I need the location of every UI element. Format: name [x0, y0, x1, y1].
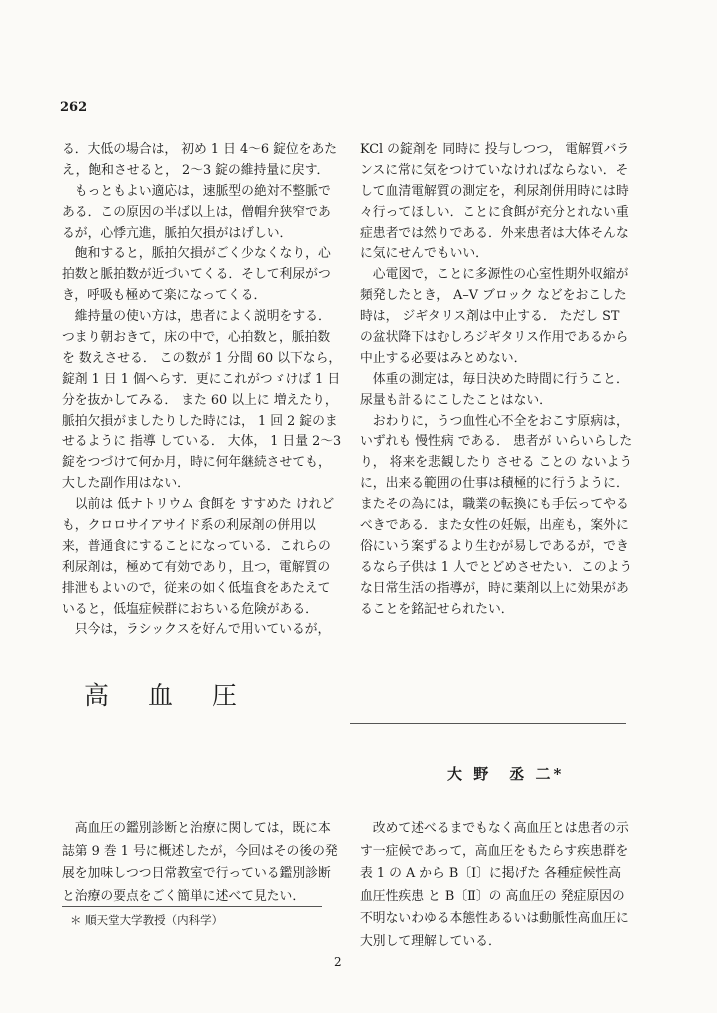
text-line: 心電図で，ことに多源性の心室性期外収縮が	[360, 267, 629, 283]
text-line: 錠をつづけて何か月，時に何年継続させても，	[62, 455, 331, 471]
text-line: 分を抜かしてみる． また 60 以上に 増えたり，	[62, 392, 338, 408]
text-line: いると，低塩症候群におちいる危険がある．	[62, 601, 318, 617]
right-text-column	[360, 140, 633, 620]
text-line: 不明ないわゆる本態性あるいは動脈性高血圧に	[360, 911, 629, 926]
author-name: 大 野 丞 二*	[447, 765, 565, 783]
text-line: 排泄もよいので，従来の如く低塩食をあたえて	[62, 580, 331, 596]
text-line: つまり朝おきて，床の中で，心拍数と，脈拍数	[62, 330, 331, 346]
text-line: ンスに常に気をつけていなければならない．そ	[360, 162, 629, 178]
text-line: 頻発したとき， A–V ブロック などをおこした	[360, 288, 627, 304]
text-line: るが，心悸亢進，脈拍欠損がはげしい．	[62, 225, 293, 241]
text-line: またその為には，職業の転換にも手伝ってやる	[360, 497, 629, 513]
text-line: 脈拍欠損がましたりした時には， 1 回 2 錠のま	[62, 413, 338, 429]
text-line: に気にせんでもいい．	[360, 246, 488, 262]
page-number-top: 262	[60, 100, 88, 115]
text-line: 錠剤 1 日 1 個へらす．更にこれがつゞけば 1 日	[62, 371, 341, 387]
text-line: 拍数と脈拍数が近づいてくる．そして利尿がつ	[62, 267, 331, 283]
text-line: り， 将来を悲観したり させる ことの ないよう	[360, 455, 633, 471]
text-line: ある．この原因の半ば以上は，僧帽弁狭窄であ	[62, 204, 331, 220]
text-line: す一症候であって，高血圧をもたらす疾患群を	[360, 843, 629, 859]
text-line: 展を加味しつつ日常教室で行っている鑑別診断	[62, 866, 331, 881]
text-line: 々行ってほしい．ことに食餌が充分とれない重	[360, 204, 629, 220]
page-number-bottom: 2	[334, 955, 342, 969]
text-line: 改めて述べるまでもなく高血圧とは患者の示	[360, 821, 629, 836]
text-line: 以前は 低ナトリウム 食餌を すすめた けれど	[62, 497, 335, 513]
text-line: 誌第 9 巻 1 号に概述したが，今回はその後の発	[62, 843, 338, 859]
text-line: いずれも 慢性病 である． 患者が いらいらした	[360, 434, 633, 450]
text-line: 只今は，ラシックスを好んで用いているが，	[62, 622, 331, 638]
text-line: 血圧性疾患 と B〔Ⅱ〕の 高血圧の 発症原因の	[360, 888, 625, 904]
text-line: 中止する必要はみとめない．	[360, 350, 527, 366]
text-line: る．大低の場合は， 初め 1 日 4～6 錠位をあた	[62, 142, 338, 157]
intro-left-column	[62, 818, 338, 908]
section-title-char: 血	[148, 681, 174, 710]
text-line: と治療の要点をごく簡単に述べて見たい．	[62, 888, 306, 904]
text-line: 大別して理解している．	[360, 933, 501, 949]
text-line: 維持量の使い方は，患者によく説明をする．	[62, 309, 331, 325]
text-line: き，呼吸も極めて楽になってくる．	[62, 288, 267, 304]
text-line: の盆状降下はむしろジギタリス作用であるから	[360, 330, 629, 346]
text-line: 表 1 の A から B〔Ⅰ〕に掲げた 各種症候性高	[360, 866, 621, 881]
text-line: 症患者では然りである．外来患者は大体そんな	[360, 225, 629, 241]
text-line: に，出来る範囲の仕事は積極的に行うように．	[360, 476, 629, 492]
text-line: KCl の錠剤を 同時に 投与しつつ， 電解質バラ	[360, 142, 630, 157]
text-line: 高血圧の鑑別診断と治療に関しては，既に本	[62, 821, 331, 836]
text-line: 利尿剤は，極めて有効であり，且つ，電解質の	[62, 559, 331, 575]
text-line: 大した副作用はない．	[62, 476, 190, 492]
section-divider	[350, 723, 626, 724]
text-line: もっともよい適応は，速脈型の絶対不整脈で	[62, 183, 331, 199]
footnote: ＊ 順天堂大学教授（内科学）	[70, 913, 224, 927]
left-text-column	[62, 140, 342, 641]
section-title	[84, 676, 276, 712]
text-line: な日常生活の指導が，時に薬剤以上に効果があ	[360, 580, 629, 596]
text-line: おわりに，うつ血性心不全をおこす原病は，	[360, 413, 629, 429]
text-line: 俗にいう案ずるより生むが易しであるが，でき	[360, 538, 629, 554]
text-line: ることを銘記せられたい．	[360, 601, 514, 617]
text-line: え，飽和させると， 2～3 錠の維持量に戻す．	[62, 162, 330, 178]
text-line: せるように 指導 している． 大体， 1 日量 2～3	[62, 434, 342, 450]
text-line: 尿量も計るにこしたことはない．	[360, 392, 552, 408]
text-line: べきである．また女性の妊娠，出産も，案外に	[360, 518, 629, 534]
text-line: 来，普通食にすることになっている．これらの	[62, 538, 331, 554]
section-title-char: 高	[84, 681, 110, 710]
intro-right-column	[360, 818, 629, 953]
text-line: も，クロロサイアサイド系の利尿剤の併用以	[62, 518, 316, 534]
text-line: 体重の測定は，毎日決めた時間に行うこと．	[360, 371, 629, 387]
section-title-char: 圧	[212, 681, 238, 710]
text-line: るなら子供は 1 人でとどめさせたい．このよう	[360, 559, 633, 575]
text-line: 飽和すると，脈拍欠損がごく少なくなり，心	[62, 246, 331, 262]
text-line: 時は， ジギタリス剤は中止する． ただし ST	[360, 309, 620, 325]
text-line: を 数えさせる． この数が 1 分間 60 以下なら，	[62, 350, 342, 366]
footnote-rule	[62, 906, 322, 907]
text-line: して血清電解質の測定を，利尿剤併用時には時	[360, 183, 629, 199]
